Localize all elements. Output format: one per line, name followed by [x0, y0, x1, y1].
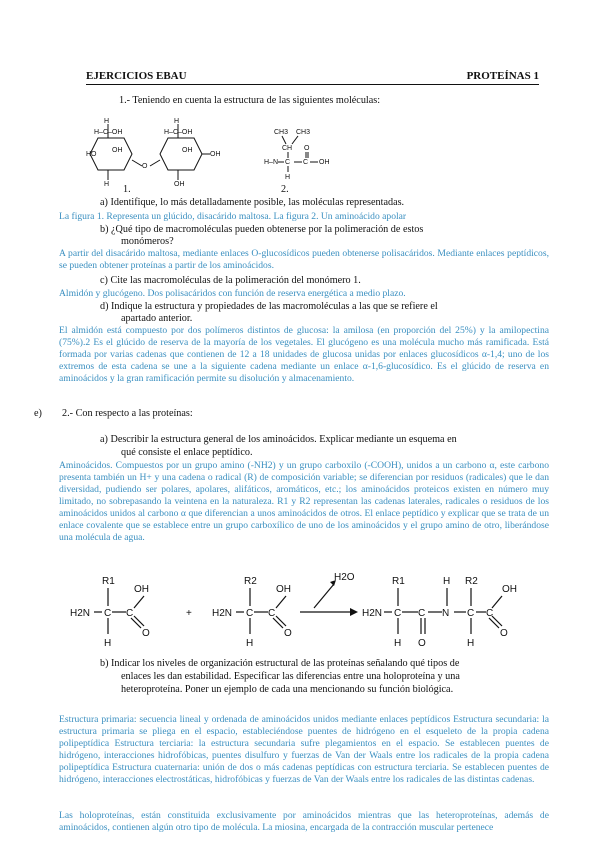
figure-label-1: 1. — [123, 184, 131, 195]
aa1-c-alpha: C — [104, 608, 112, 619]
dipeptide-r2: R2 — [465, 576, 478, 587]
alanine-c-carboxyl: C — [303, 159, 309, 166]
amino-acid-structure — [262, 122, 362, 182]
aa2-c-alpha: C — [246, 608, 254, 619]
dipeptide-h-1: H — [394, 638, 402, 649]
alanine-c-alpha: C — [285, 159, 291, 166]
alanine-h-bottom: H — [285, 174, 291, 181]
maltose-structure — [86, 116, 246, 186]
alanine-oh: OH — [319, 159, 330, 166]
aa2-h2n: H2N — [212, 608, 233, 619]
dipeptide-h-2: H — [467, 638, 475, 649]
dipeptide-o: O — [418, 638, 426, 649]
reaction-arrow-head — [350, 608, 358, 616]
q2-b-answer-structures: Estructura primaria: secuencia lineal y ordenada de aminoácidos unidos mediante enlaces peptídicos Estructura secundaria: la estructura primaria se pliega en el espacio, estableciéndose puentes de hidrógeno en el esqueleto de la propia cadena polipeptídica Estructura terciaria: la estructura secundaria sufre plegamientos en el espacio. Se establecen puentes de hidrógeno, interacciones hidrofóbicas, puentes disulfuro y fuerzas de Van der Waals entre los radicales de la propia cadena polipeptídica Estructura cuaternaria: unión de dos o más cadenas peptídicas con estructura terciaria. Se establecen puentes de hidrógeno, interacciones electrostáticas, hidrofóbicas y fuerzas de Van der Waals entre los radicales de las distintas cadenas. — [59, 714, 549, 785]
maltose-h-1: H — [104, 118, 110, 125]
maltose-h-3: H — [174, 118, 180, 125]
page-header — [86, 70, 539, 85]
maltose-h-2: H — [104, 181, 110, 186]
dipeptide-h-n: H — [443, 576, 451, 587]
aa1-o: O — [142, 628, 150, 639]
reaction-plus: + — [186, 608, 192, 619]
q2-intro: 2.- Con respecto a las proteínas: — [62, 408, 193, 419]
peptide-bond-reaction — [68, 568, 530, 652]
maltose-h-c-2: H–C–OH — [164, 129, 193, 136]
aa2-c-carboxyl: C — [268, 608, 276, 619]
aa1-oh: OH — [134, 584, 149, 595]
dipeptide-c-carboxyl: C — [486, 608, 494, 619]
q2-a-question-line1: a) Describir la estructura general de los aminoácidos. Explicar mediante un esquema en — [100, 434, 457, 445]
dipeptide-oh: OH — [502, 584, 517, 595]
dipeptide-r1: R1 — [392, 576, 405, 587]
aa1-h2n: H2N — [70, 608, 91, 619]
dipeptide-c-alpha-1: C — [394, 608, 402, 619]
maltose-oh-2: OH — [182, 147, 193, 154]
maltose-oh-4: OH — [174, 181, 185, 186]
alanine-ch3-1: CH3 — [274, 129, 289, 136]
q2-b-question-line2: enlaces les dan estabilidad. Especificar las diferencias entre una holoproteína y una — [121, 671, 460, 682]
aa1-h: H — [104, 638, 112, 649]
q2-a-question-line2: qué consiste el enlace peptídico. — [121, 447, 253, 458]
dipeptide-c-carbonyl: C — [418, 608, 426, 619]
alanine-ch: CH — [282, 145, 293, 152]
q1-c-answer: Almidón y glucógeno. Dos polisacáridos con función de reserva energética a medio plazo. — [59, 288, 406, 299]
maltose-bridge-o: O — [142, 163, 148, 170]
aa2-r2: R2 — [244, 576, 257, 587]
q1-b-answer: A partir del disacárido maltosa, mediante enlaces O-glucosídicos pueden obtenerse polisacáridos. Mediante enlaces peptídicos, se pueden obtener proteínas a partir de los aminoácidos. — [59, 248, 549, 271]
q2-b-answer-holoproteins: Las holoproteínas, están constituida exclusivamente por aminoácidos mientras que las heteroproteínas, además de aminoácidos, contienen algún otro tipo de molécula. La miosina, encargada de la contracción muscular pertenece — [59, 810, 549, 833]
dipeptide-n: N — [442, 608, 450, 619]
aa2-oh: OH — [276, 584, 291, 595]
water-label: H2O — [334, 572, 355, 583]
q1-a-question: a) Identifique, lo más detalladamente posible, las moléculas representadas. — [100, 197, 405, 208]
alanine-ch3-2: CH3 — [296, 129, 311, 136]
q1-d-question-line1: d) Indique la estructura y propiedades de las macromoléculas a las que se refiere el — [100, 301, 438, 312]
q1-b-question-line1: b) ¿Qué tipo de macromoléculas pueden obtenerse por la polimeración de estos — [100, 224, 424, 235]
q1-d-answer: El almidón está compuesto por dos polímeros distintos de glucosa: la amilosa (en proporción del 25%) y la amilopectina (75%).2 Es el glúcido de reserva de la mayoría de los vegetales. El glucógeno es una molécula mucho más ramificada. Está formada por varias cadenas que contienen de 12 a 18 unidades de glucosa unidas por enlaces glucosídicos α-1,4; uno de los extremos de esta cadena se une a la siguiente cadena mediante un enlace α-1,6-glucosídico. Es el glúcido de reserva en aminoácidos y la gran ramificación permite su disolución y almacenamiento. — [59, 325, 549, 384]
dipeptide-o-2: O — [500, 628, 508, 639]
maltose-h-c-1: H–C–OH — [94, 129, 123, 136]
q1-a-answer: La figura 1. Representa un glúcido, disacárido maltosa. La figura 2. Un aminoácido apolar — [59, 211, 407, 222]
maltose-oh-1: OH — [112, 147, 123, 154]
maltose-oh-3: OH — [210, 151, 221, 158]
aa2-h: H — [246, 638, 254, 649]
header-title-left: EJERCICIOS EBAU — [86, 70, 187, 82]
q1-intro: 1.- Teniendo en cuenta la estructura de las siguientes moléculas: — [119, 95, 381, 106]
figure-label-2: 2. — [281, 184, 289, 195]
aa1-c-carboxyl: C — [126, 608, 134, 619]
alanine-o: O — [304, 145, 310, 152]
dipeptide-c-alpha-2: C — [467, 608, 475, 619]
aa1-r1: R1 — [102, 576, 115, 587]
q1-c-question: c) Cite las macromoléculas de la polimeración del monómero 1. — [100, 275, 361, 286]
q1-d-question-line2: apartado anterior. — [121, 313, 193, 324]
dipeptide-h2n: H2N — [362, 608, 383, 619]
q2-b-question-line1: b) Indicar los niveles de organización estructural de las proteínas señalando qué tipos de — [100, 658, 460, 669]
q2-a-answer: Aminoácidos. Compuestos por un grupo amino (-NH2) y un grupo carboxilo (-COOH), unidos a un carbono α, este carbono presenta también un H+ y una cadena o radical (R) de composición variable; se diferencian por residuos (radicales) que le dan diversidad, pudiendo ser polares, apolares, alifáticos, aromáticos, etc.; los aminoácidos proteicos existen en número muy limitado, no sobrepasando la veintena en la naturaleza. R1 y R2 representan las cadenas laterales, radicales o residuos de los aminoácidos unidos al carbono α que diferencian a unos aminoácidos de otros. El enlace peptídico y explicar que se trata de un enlace covalente que se establece entre un grupo carboxílico de uno de los aminoácidos y el grupo amino de otro, liberándose una molécula de agua. — [59, 460, 549, 543]
header-title-right: PROTEÍNAS 1 — [466, 70, 539, 82]
aa2-o: O — [284, 628, 292, 639]
q2-b-question-line3: heteroproteína. Poner un ejemplo de cada una mencionando su función biológica. — [121, 684, 454, 695]
q2-marker: e) — [34, 408, 42, 419]
q1-b-question-line2: monómeros? — [121, 236, 174, 247]
alanine-h-n: H–N — [264, 159, 279, 166]
maltose-ho: HO — [86, 151, 97, 158]
